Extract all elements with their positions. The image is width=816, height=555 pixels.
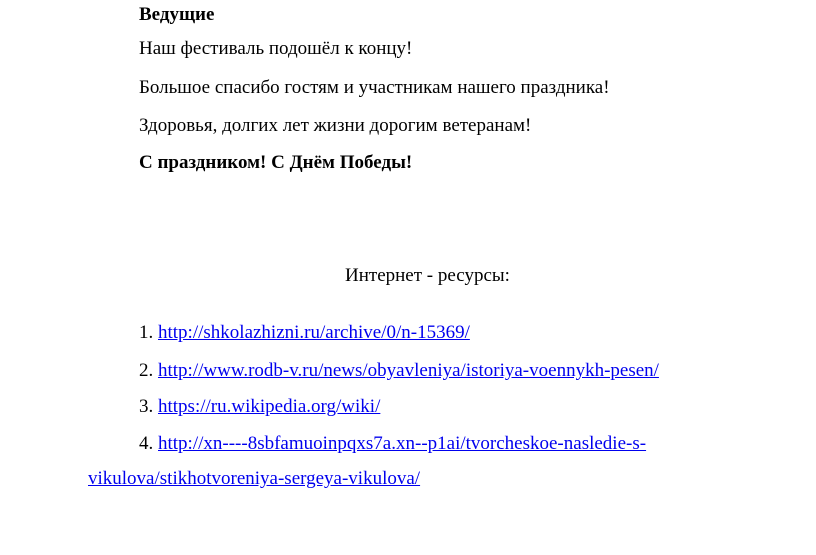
resource-link[interactable]: http://shkolazhizni.ru/archive/0/n-15369/: [158, 322, 470, 343]
resource-number: 4.: [139, 433, 154, 454]
resource-item: [139, 432, 646, 456]
resource-item: [139, 321, 470, 345]
resource-link[interactable]: http://xn----8sbfamuoinpqxs7a.xn--p1ai/tvorcheskoe-nasledie-s-: [158, 433, 647, 454]
resource-item: [139, 359, 659, 383]
victory-greeting: С праздником! С Днём Победы!: [139, 152, 413, 173]
resource-number: 2.: [139, 360, 154, 381]
resource-link[interactable]: http://www.rodb-v.ru/news/obyavleniya/istoriya-voennykh-pesen/: [158, 360, 659, 381]
speaker-heading: Ведущие: [139, 4, 215, 25]
closing-line: Здоровья, долгих лет жизни дорогим ветеранам!: [139, 115, 532, 136]
resource-item: [139, 395, 380, 419]
resource-number: 3.: [139, 396, 154, 417]
closing-line: Большое спасибо гостям и участникам нашего праздника!: [139, 77, 610, 98]
resource-item-continuation: [88, 467, 420, 491]
resources-heading: Интернет - ресурсы:: [345, 265, 510, 286]
closing-line: Наш фестиваль подошёл к концу!: [139, 38, 413, 59]
resource-link[interactable]: https://ru.wikipedia.org/wiki/: [158, 396, 381, 417]
resource-link-continuation[interactable]: vikulova/stikhotvoreniya-sergeya-vikulova/: [88, 468, 421, 489]
resource-number: 1.: [139, 322, 154, 343]
